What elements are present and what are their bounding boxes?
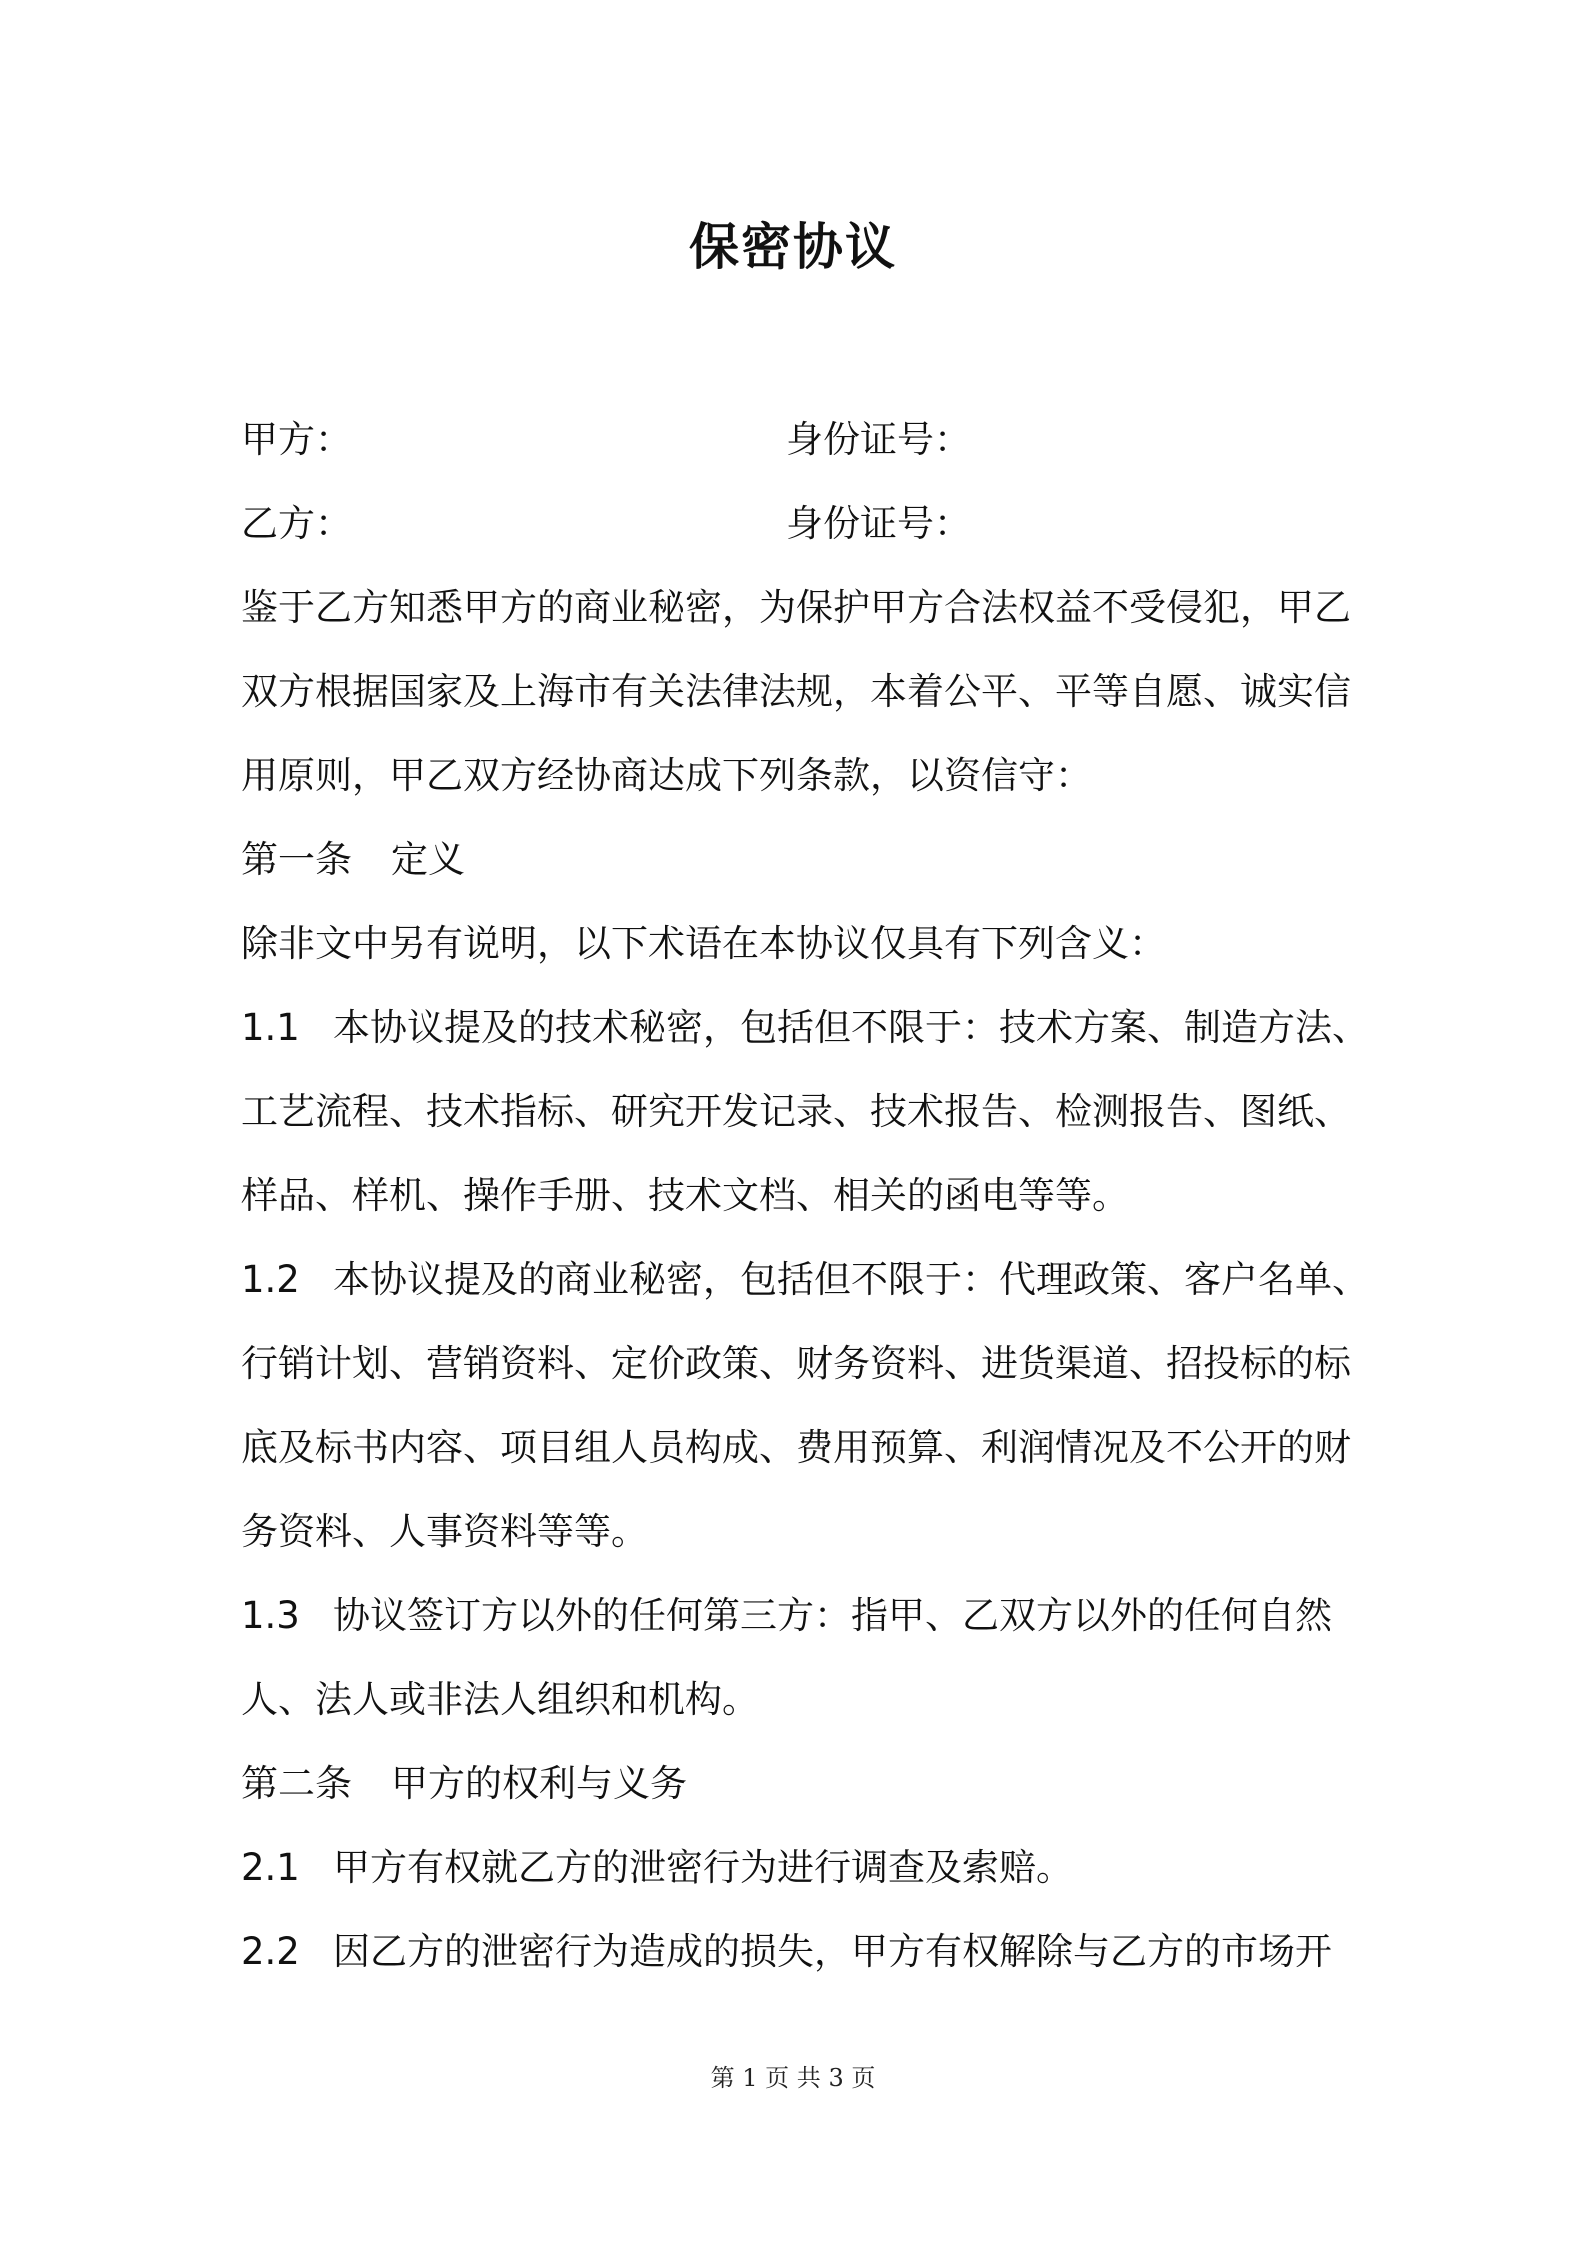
clause-1-2-line-1 xyxy=(241,1238,1371,1322)
clause-2-1-number: 2.1 xyxy=(241,1846,300,1889)
clause-1-2-line-4: 务资料、人事资料等等。 xyxy=(241,1510,648,1553)
article-1-heading xyxy=(241,818,1371,902)
party-b-row xyxy=(241,482,1371,566)
clause-2-1 xyxy=(241,1826,1371,1910)
clause-1-1-line-3: 样品、样机、操作手册、技术文档、相关的函电等等。 xyxy=(241,1174,1129,1217)
preamble-line-2: 双方根据国家及上海市有关法律法规，本着公平、平等自愿、诚实信 xyxy=(241,670,1351,713)
clause-1-2-text: 本协议提及的商业秘密，包括但不限于：代理政策、客户名单、 xyxy=(333,1258,1369,1301)
party-b-label: 乙方： xyxy=(241,502,352,545)
clause-1-3-text: 协议签订方以外的任何第三方：指甲、乙双方以外的任何自然 xyxy=(333,1594,1332,1637)
clause-1-1-line-2: 工艺流程、技术指标、研究开发记录、技术报告、检测报告、图纸、 xyxy=(241,1090,1351,1133)
clause-1-2-number: 1.2 xyxy=(241,1258,300,1301)
preamble-line-1: 鉴于乙方知悉甲方的商业秘密，为保护甲方合法权益不受侵犯，甲乙 xyxy=(241,586,1351,629)
clause-2-2-text: 因乙方的泄密行为造成的损失，甲方有权解除与乙方的市场开 xyxy=(333,1930,1332,1973)
page-title: 保密协议 xyxy=(689,218,897,276)
party-a-label: 甲方： xyxy=(241,418,352,461)
clause-1-2-line-2: 行销计划、营销资料、定价政策、财务资料、进货渠道、招投标的标 xyxy=(241,1342,1351,1385)
article-1-title: 定义 xyxy=(391,838,465,881)
clause-1-1-line-1 xyxy=(241,986,1371,1070)
preamble-line-3: 用原则，甲乙双方经协商达成下列条款，以资信守： xyxy=(241,754,1092,797)
clause-1-1-number: 1.1 xyxy=(241,1006,300,1049)
article-1-intro: 除非文中另有说明，以下术语在本协议仅具有下列含义： xyxy=(241,922,1166,965)
page-footer: 第 1 页 共 3 页 xyxy=(710,2064,876,2092)
party-b-id-label: 身份证号： xyxy=(786,502,971,545)
clause-2-2 xyxy=(241,1910,1371,1994)
clause-1-3-line-1 xyxy=(241,1574,1371,1658)
article-2-title: 甲方的权利与义务 xyxy=(391,1762,687,1805)
party-a-id-label: 身份证号： xyxy=(786,418,971,461)
article-2-number: 第二条 xyxy=(241,1762,352,1805)
document-body xyxy=(241,398,1371,1994)
clause-2-2-number: 2.2 xyxy=(241,1930,300,1973)
clause-1-3-line-2: 人、法人或非法人组织和机构。 xyxy=(241,1678,759,1721)
clause-1-3-number: 1.3 xyxy=(241,1594,300,1637)
clause-2-1-text: 甲方有权就乙方的泄密行为进行调查及索赔。 xyxy=(333,1846,1073,1889)
clause-1-1-text: 本协议提及的技术秘密，包括但不限于：技术方案、制造方法、 xyxy=(333,1006,1369,1049)
article-1-number: 第一条 xyxy=(241,838,352,881)
party-a-row xyxy=(241,398,1371,482)
article-2-heading xyxy=(241,1742,1371,1826)
clause-1-2-line-3: 底及标书内容、项目组人员构成、费用预算、利润情况及不公开的财 xyxy=(241,1426,1351,1469)
